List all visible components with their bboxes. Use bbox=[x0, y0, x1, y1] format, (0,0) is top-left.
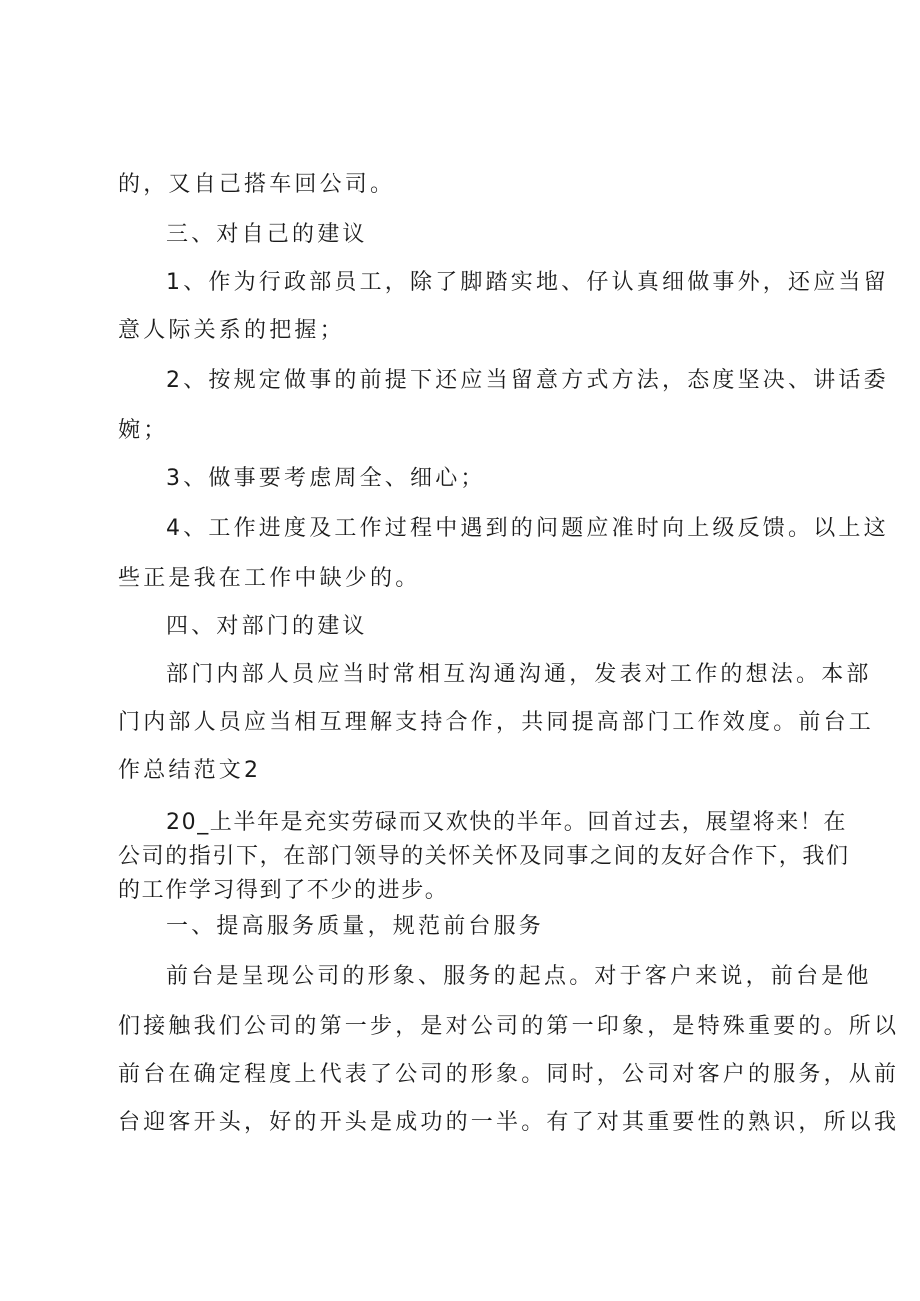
text-line: 作总结范文2 bbox=[118, 758, 262, 783]
text-line: 意人际关系的把握； bbox=[118, 318, 345, 343]
text-line: 些正是我在工作中缺少的。 bbox=[118, 566, 421, 591]
text-line: 3、做事要考虑周全、细心； bbox=[166, 466, 486, 491]
text-line: 公司的指引下，在部门领导的关怀关怀及同事之间的友好合作下，我们 bbox=[118, 844, 850, 869]
text-line: 门内部人员应当相互理解支持合作，共同提高部门工作效度。前台工 bbox=[118, 710, 875, 735]
text-line: 2、按规定做事的前提下还应当留意方式方法，态度坚决、讲话委 bbox=[166, 368, 889, 393]
text-line: 前台在确定程度上代表了公司的形象。同时，公司对客户的服务，从前 bbox=[118, 1062, 900, 1087]
text-line: 4、工作进度及工作过程中遇到的问题应准时向上级反馈。以上这 bbox=[166, 516, 889, 541]
text-line: 部门内部人员应当时常相互沟通沟通，发表对工作的想法。本部 bbox=[166, 662, 872, 687]
text-line: 婉； bbox=[118, 418, 169, 443]
text-line: 台迎客开头，好的开头是成功的一半。有了对其重要性的熟识，所以我 bbox=[118, 1110, 900, 1135]
text-line: 前台是呈现公司的形象、服务的起点。对于客户来说，前台是他 bbox=[166, 964, 872, 989]
text-line: 的，又自己搭车回公司。 bbox=[118, 172, 396, 197]
text-line: 20_上半年是充实劳碌而又欢快的半年。回首过去，展望将来！在 bbox=[166, 810, 847, 835]
section-heading: 一、提高服务质量，规范前台服务 bbox=[166, 914, 545, 939]
text-line: 1、作为行政部员工，除了脚踏实地、仔认真细做事外，还应当留 bbox=[166, 270, 889, 295]
text-line: 们接触我们公司的第一步，是对公司的第一印象，是特殊重要的。所以 bbox=[118, 1014, 900, 1039]
section-heading: 四、对部门的建议 bbox=[166, 614, 368, 639]
section-heading: 三、对自己的建议 bbox=[166, 222, 368, 247]
text-line: 的工作学习得到了不少的进步。 bbox=[118, 878, 449, 903]
